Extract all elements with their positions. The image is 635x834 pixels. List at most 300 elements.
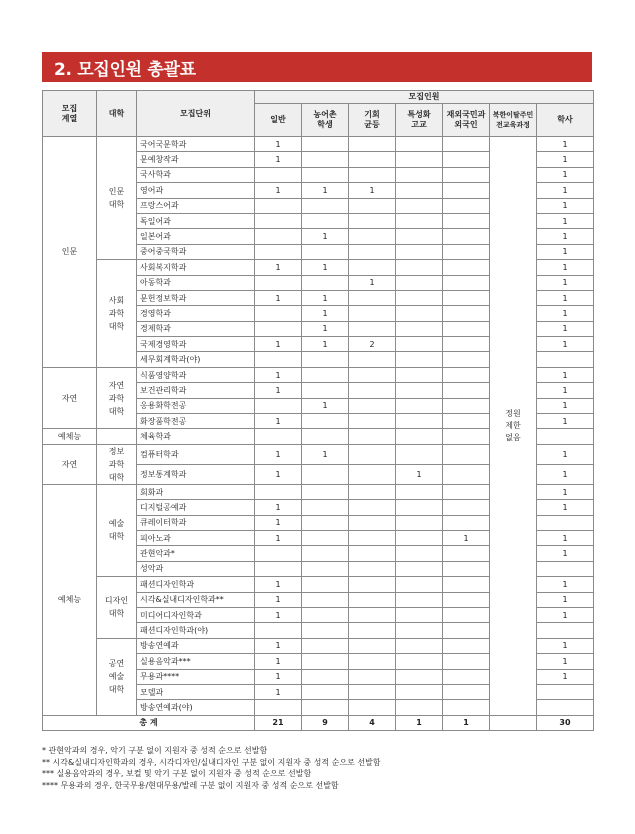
college-cell: 사회 과학 대학 xyxy=(97,260,137,368)
count-cell xyxy=(396,137,443,152)
table-row xyxy=(43,137,594,152)
count-cell: 1 xyxy=(537,414,594,429)
unit-name: 문예창작과 xyxy=(137,152,255,167)
field-cell: 예체능 xyxy=(43,484,97,715)
count-cell xyxy=(349,669,396,684)
count-cell xyxy=(443,321,490,336)
field-cell: 예체능 xyxy=(43,429,97,444)
count-cell xyxy=(255,484,302,499)
count-cell: 2 xyxy=(349,337,396,352)
count-cell: 1 xyxy=(255,383,302,398)
count-cell xyxy=(349,260,396,275)
count-cell xyxy=(443,383,490,398)
count-cell: 1 xyxy=(255,654,302,669)
count-cell xyxy=(349,244,396,259)
count-cell xyxy=(302,152,349,167)
count-cell xyxy=(443,367,490,382)
unit-name: 미디어디자인학과 xyxy=(137,607,255,622)
total-value: 4 xyxy=(349,715,396,730)
footnote: **** 무용과의 경우, 한국무용/현대무용/발레 구분 없이 지원자 중 성적 순으로 선발함 xyxy=(42,780,339,790)
count-cell xyxy=(349,530,396,545)
count-cell xyxy=(396,367,443,382)
count-cell xyxy=(349,429,396,444)
count-cell xyxy=(396,244,443,259)
count-cell: 1 xyxy=(537,669,594,684)
count-cell: 1 xyxy=(255,592,302,607)
unit-name: 실용음악과*** xyxy=(137,654,255,669)
count-cell: 1 xyxy=(537,546,594,561)
unit-name: 디지털공예과 xyxy=(137,500,255,515)
header-unit: 모집단위 xyxy=(137,91,255,137)
count-cell xyxy=(302,500,349,515)
count-cell: 1 xyxy=(255,444,302,464)
college-cell: 공연 예술 대학 xyxy=(97,638,137,715)
count-cell: 1 xyxy=(537,167,594,182)
college-cell: 인문 대학 xyxy=(97,137,137,260)
count-cell: 1 xyxy=(302,183,349,198)
count-cell xyxy=(255,275,302,290)
header-col-2: 기회 균등 xyxy=(349,104,396,137)
count-cell xyxy=(396,152,443,167)
count-cell: 1 xyxy=(255,515,302,530)
count-cell xyxy=(349,167,396,182)
count-cell xyxy=(443,654,490,669)
count-cell: 1 xyxy=(537,577,594,592)
count-cell xyxy=(302,577,349,592)
count-cell: 1 xyxy=(255,414,302,429)
count-cell xyxy=(537,429,594,444)
total-label: 총 계 xyxy=(43,715,255,730)
count-cell xyxy=(443,669,490,684)
count-cell xyxy=(443,429,490,444)
count-cell xyxy=(443,244,490,259)
count-cell xyxy=(302,669,349,684)
count-cell xyxy=(302,700,349,715)
header-col-0: 일반 xyxy=(255,104,302,137)
count-cell xyxy=(302,137,349,152)
count-cell xyxy=(349,638,396,653)
count-cell xyxy=(396,623,443,638)
count-cell: 1 xyxy=(255,530,302,545)
count-cell xyxy=(349,577,396,592)
unit-name: 식품영양학과 xyxy=(137,367,255,382)
count-cell xyxy=(396,352,443,367)
count-cell xyxy=(443,444,490,464)
header-group: 모집인원 xyxy=(255,91,594,104)
header-col-3: 특성화 고교 xyxy=(396,104,443,137)
count-cell: 1 xyxy=(537,213,594,228)
count-cell xyxy=(396,530,443,545)
count-cell: 1 xyxy=(302,444,349,464)
count-cell: 1 xyxy=(537,383,594,398)
count-cell: 1 xyxy=(537,398,594,413)
count-cell xyxy=(349,607,396,622)
count-cell xyxy=(255,167,302,182)
count-cell xyxy=(349,500,396,515)
unit-name: 큐레이터학과 xyxy=(137,515,255,530)
count-cell xyxy=(255,352,302,367)
count-cell xyxy=(443,607,490,622)
count-cell: 1 xyxy=(537,321,594,336)
count-cell xyxy=(302,638,349,653)
section-title: 2. 모집인원 총괄표 xyxy=(54,60,196,80)
count-cell xyxy=(396,398,443,413)
unit-name: 아동학과 xyxy=(137,275,255,290)
count-cell xyxy=(396,515,443,530)
count-cell: 1 xyxy=(255,137,302,152)
count-cell: 1 xyxy=(537,464,594,484)
count-cell: 1 xyxy=(255,607,302,622)
count-cell: 1 xyxy=(302,398,349,413)
college-cell: 예술 대학 xyxy=(97,484,137,576)
count-cell: 1 xyxy=(302,290,349,305)
count-cell: 1 xyxy=(255,577,302,592)
total-value xyxy=(490,715,537,730)
count-cell xyxy=(396,198,443,213)
unit-name: 일본어과 xyxy=(137,229,255,244)
count-cell xyxy=(302,198,349,213)
count-cell xyxy=(349,321,396,336)
count-cell xyxy=(349,137,396,152)
count-cell xyxy=(443,577,490,592)
count-cell: 1 xyxy=(537,500,594,515)
count-cell xyxy=(302,515,349,530)
count-cell: 1 xyxy=(537,654,594,669)
count-cell xyxy=(302,464,349,484)
unit-name: 세무회계학과(야) xyxy=(137,352,255,367)
count-cell xyxy=(302,561,349,576)
count-cell: 1 xyxy=(537,484,594,499)
count-cell: 1 xyxy=(255,290,302,305)
unit-name: 화장품학전공 xyxy=(137,414,255,429)
count-cell xyxy=(255,198,302,213)
count-cell: 1 xyxy=(255,152,302,167)
unit-name: 방송연예과 xyxy=(137,638,255,653)
count-cell: 1 xyxy=(255,500,302,515)
count-cell xyxy=(443,198,490,213)
count-cell xyxy=(302,414,349,429)
college-cell: 디자인 대학 xyxy=(97,577,137,639)
count-cell xyxy=(255,561,302,576)
count-cell xyxy=(443,500,490,515)
total-row xyxy=(43,715,594,730)
unit-name: 영어과 xyxy=(137,183,255,198)
unit-name: 독일어과 xyxy=(137,213,255,228)
count-cell xyxy=(349,306,396,321)
count-cell xyxy=(302,592,349,607)
count-cell xyxy=(443,213,490,228)
count-cell xyxy=(396,546,443,561)
unit-name: 무용과**** xyxy=(137,669,255,684)
count-cell xyxy=(443,561,490,576)
count-cell xyxy=(396,607,443,622)
unit-name: 체육학과 xyxy=(137,429,255,444)
count-cell: 1 xyxy=(537,183,594,198)
count-cell xyxy=(396,638,443,653)
count-cell xyxy=(443,337,490,352)
count-cell xyxy=(396,684,443,699)
count-cell xyxy=(349,290,396,305)
count-cell xyxy=(443,515,490,530)
count-cell xyxy=(302,275,349,290)
total-value: 21 xyxy=(255,715,302,730)
count-cell xyxy=(302,213,349,228)
count-cell xyxy=(302,244,349,259)
count-cell xyxy=(255,321,302,336)
total-value: 30 xyxy=(537,715,594,730)
unit-name: 성악과 xyxy=(137,561,255,576)
count-cell xyxy=(255,623,302,638)
unit-name: 경영학과 xyxy=(137,306,255,321)
count-cell xyxy=(349,546,396,561)
count-cell xyxy=(349,414,396,429)
count-cell xyxy=(396,183,443,198)
count-cell xyxy=(349,684,396,699)
count-cell: 1 xyxy=(255,464,302,484)
unit-name: 회화과 xyxy=(137,484,255,499)
unit-name: 국제경영학과 xyxy=(137,337,255,352)
admission-summary-table xyxy=(42,90,594,731)
count-cell xyxy=(349,515,396,530)
count-cell: 1 xyxy=(302,337,349,352)
count-cell xyxy=(349,213,396,228)
count-cell: 1 xyxy=(537,275,594,290)
count-cell xyxy=(443,137,490,152)
count-cell: 1 xyxy=(255,669,302,684)
count-cell xyxy=(443,546,490,561)
count-cell: 1 xyxy=(537,244,594,259)
count-cell: 1 xyxy=(537,152,594,167)
count-cell: 1 xyxy=(537,229,594,244)
footnote: * 관현악과의 경우, 악기 구분 없이 지원자 중 성적 순으로 선발함 xyxy=(42,746,268,755)
count-cell xyxy=(349,383,396,398)
count-cell xyxy=(396,669,443,684)
unit-name: 경제학과 xyxy=(137,321,255,336)
count-cell xyxy=(255,229,302,244)
count-cell xyxy=(443,700,490,715)
unit-name: 사회복지학과 xyxy=(137,260,255,275)
header-college: 대학 xyxy=(97,91,137,137)
college-cell: 정보 과학 대학 xyxy=(97,444,137,484)
count-cell: 1 xyxy=(255,638,302,653)
count-cell xyxy=(302,546,349,561)
count-cell xyxy=(443,623,490,638)
count-cell xyxy=(302,654,349,669)
count-cell xyxy=(396,213,443,228)
unit-name: 중어중국학과 xyxy=(137,244,255,259)
count-cell xyxy=(255,429,302,444)
count-cell xyxy=(443,183,490,198)
count-cell xyxy=(443,167,490,182)
count-cell xyxy=(302,429,349,444)
count-cell xyxy=(443,638,490,653)
count-cell: 1 xyxy=(255,183,302,198)
count-cell xyxy=(349,654,396,669)
count-cell: 1 xyxy=(537,337,594,352)
college-cell xyxy=(97,429,137,444)
count-cell: 1 xyxy=(537,198,594,213)
header-col-6: 학사 xyxy=(537,104,594,137)
unit-name: 관현악과* xyxy=(137,546,255,561)
count-cell xyxy=(349,700,396,715)
count-cell: 1 xyxy=(537,367,594,382)
count-cell xyxy=(396,429,443,444)
count-cell xyxy=(537,623,594,638)
count-cell xyxy=(255,213,302,228)
count-cell xyxy=(396,654,443,669)
count-cell xyxy=(349,592,396,607)
count-cell: 1 xyxy=(537,592,594,607)
count-cell: 1 xyxy=(349,183,396,198)
count-cell: 1 xyxy=(537,137,594,152)
count-cell xyxy=(302,383,349,398)
count-cell xyxy=(302,367,349,382)
count-cell: 1 xyxy=(302,306,349,321)
count-cell xyxy=(443,352,490,367)
count-cell xyxy=(302,167,349,182)
count-cell xyxy=(537,561,594,576)
count-cell: 1 xyxy=(302,229,349,244)
count-cell xyxy=(396,290,443,305)
count-cell: 1 xyxy=(537,444,594,464)
count-cell: 1 xyxy=(255,337,302,352)
count-cell xyxy=(396,700,443,715)
unit-name: 보건관리학과 xyxy=(137,383,255,398)
unit-name: 컴퓨터학과 xyxy=(137,444,255,464)
unit-name: 모델과 xyxy=(137,684,255,699)
footnotes xyxy=(42,745,381,791)
count-cell xyxy=(302,352,349,367)
count-cell xyxy=(255,306,302,321)
count-cell xyxy=(443,275,490,290)
count-cell xyxy=(349,352,396,367)
footnote: *** 실용음악과의 경우, 보컬 및 악기 구분 없이 지원자 중 성적 순으로 선발함 xyxy=(42,769,312,779)
count-cell xyxy=(443,398,490,413)
count-cell: 1 xyxy=(302,321,349,336)
total-value: 1 xyxy=(396,715,443,730)
count-cell xyxy=(255,398,302,413)
college-cell: 자연 과학 대학 xyxy=(97,367,137,429)
unit-name: 정보통계학과 xyxy=(137,464,255,484)
count-cell xyxy=(537,352,594,367)
no-limit-cell: 정원 제한 없음 xyxy=(490,137,537,716)
count-cell xyxy=(396,577,443,592)
count-cell xyxy=(443,592,490,607)
count-cell: 1 xyxy=(537,260,594,275)
unit-name: 응용화학전공 xyxy=(137,398,255,413)
count-cell xyxy=(255,700,302,715)
field-cell: 인문 xyxy=(43,137,97,368)
count-cell xyxy=(349,367,396,382)
header-field: 모집 계열 xyxy=(43,91,97,137)
count-cell xyxy=(443,290,490,305)
count-cell: 1 xyxy=(443,530,490,545)
count-cell xyxy=(396,484,443,499)
count-cell xyxy=(537,684,594,699)
count-cell xyxy=(396,500,443,515)
count-cell xyxy=(396,260,443,275)
count-cell xyxy=(396,306,443,321)
count-cell: 1 xyxy=(537,306,594,321)
count-cell xyxy=(255,546,302,561)
count-cell xyxy=(443,306,490,321)
count-cell xyxy=(443,229,490,244)
count-cell xyxy=(443,484,490,499)
field-cell: 자연 xyxy=(43,367,97,429)
count-cell xyxy=(349,229,396,244)
unit-name: 패션디자인학과(야) xyxy=(137,623,255,638)
count-cell xyxy=(396,337,443,352)
count-cell: 1 xyxy=(255,367,302,382)
count-cell: 1 xyxy=(537,607,594,622)
count-cell xyxy=(255,244,302,259)
count-cell xyxy=(349,198,396,213)
footnote: ** 시각&실내디자인학과의 경우, 시각디자인/실내디자인 구분 없이 지원자 중 성적 순으로 선발함 xyxy=(42,757,381,767)
count-cell xyxy=(302,530,349,545)
count-cell xyxy=(349,398,396,413)
section-title-bar xyxy=(42,52,592,82)
count-cell xyxy=(443,260,490,275)
unit-name: 문헌정보학과 xyxy=(137,290,255,305)
total-value: 9 xyxy=(302,715,349,730)
count-cell: 1 xyxy=(255,684,302,699)
count-cell xyxy=(349,444,396,464)
count-cell xyxy=(396,229,443,244)
unit-name: 국어국문학과 xyxy=(137,137,255,152)
count-cell xyxy=(443,684,490,699)
header-col-1: 농어촌 학생 xyxy=(302,104,349,137)
header-col-4: 재외국민과 외국인 xyxy=(443,104,490,137)
count-cell xyxy=(443,152,490,167)
count-cell xyxy=(537,515,594,530)
count-cell xyxy=(443,414,490,429)
field-cell: 자연 xyxy=(43,444,97,484)
count-cell: 1 xyxy=(396,464,443,484)
total-value: 1 xyxy=(443,715,490,730)
count-cell xyxy=(302,623,349,638)
count-cell xyxy=(349,484,396,499)
count-cell xyxy=(443,464,490,484)
count-cell xyxy=(349,464,396,484)
count-cell xyxy=(396,414,443,429)
header-col-5: 북한이탈주민 전교육과정 xyxy=(490,104,537,137)
count-cell xyxy=(396,561,443,576)
count-cell xyxy=(396,592,443,607)
unit-name: 피아노과 xyxy=(137,530,255,545)
count-cell xyxy=(396,383,443,398)
count-cell: 1 xyxy=(537,638,594,653)
count-cell xyxy=(349,561,396,576)
count-cell xyxy=(302,607,349,622)
count-cell xyxy=(396,321,443,336)
unit-name: 패션디자인학과 xyxy=(137,577,255,592)
count-cell xyxy=(537,700,594,715)
count-cell xyxy=(349,152,396,167)
count-cell: 1 xyxy=(302,260,349,275)
count-cell: 1 xyxy=(537,290,594,305)
count-cell: 1 xyxy=(537,530,594,545)
unit-name: 프랑스어과 xyxy=(137,198,255,213)
count-cell xyxy=(349,623,396,638)
count-cell xyxy=(396,167,443,182)
count-cell xyxy=(302,684,349,699)
count-cell xyxy=(302,484,349,499)
count-cell xyxy=(396,275,443,290)
count-cell: 1 xyxy=(255,260,302,275)
count-cell: 1 xyxy=(349,275,396,290)
unit-name: 방송연예과(야) xyxy=(137,700,255,715)
unit-name: 국사학과 xyxy=(137,167,255,182)
